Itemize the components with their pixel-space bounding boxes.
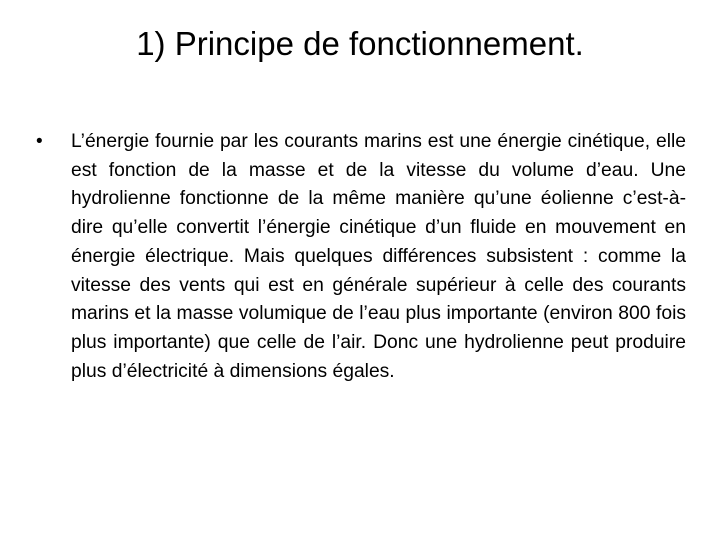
bullet-list [36,128,686,386]
bullet-text: L’énergie fournie par les courants marins est une énergie cinétique, elle est fonction de la masse et de la vitesse du volume d’eau. Une hydrolienne fonctionne de la même manière qu’une éolienne c’est-à-dire qu’elle convertit l’énergie cinétique d’un fluide en mouvement en énergie électrique. Mais quelques différences subsistent : comme la vitesse des vents qui est en générale supérieur à celle des courants marins et la masse volumique de l’eau plus importante (environ 800 fois plus importante) que celle de l’air. Donc une hydrolienne peut produire plus d’électricité à dimensions égales. [71,131,686,382]
slide-title: 1) Principe de fonctionnement. [136,25,584,62]
bullet-marker: • [36,131,43,152]
bullet-item [36,128,686,386]
